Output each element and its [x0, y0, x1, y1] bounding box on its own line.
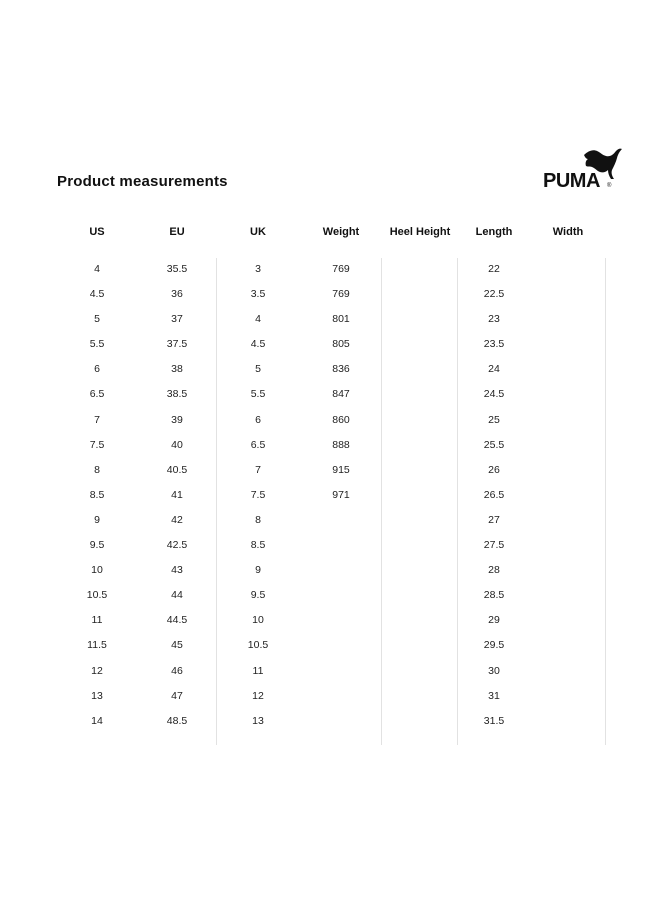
table-row: [0, 489, 660, 514]
table-row: [0, 514, 660, 539]
cell-uk: 9: [255, 564, 261, 577]
cell-eu: 38: [171, 363, 183, 376]
table-row: [0, 263, 660, 288]
table-row: [0, 715, 660, 740]
cell-us: 7.5: [89, 438, 105, 451]
cell-us: 4.5: [89, 288, 105, 301]
registered-mark: ®: [607, 183, 612, 189]
cell-eu: 45: [171, 639, 183, 652]
cell-length: 27: [488, 513, 500, 526]
table-row: [0, 564, 660, 589]
cell-us: 10.5: [86, 589, 108, 602]
cell-length: 28: [488, 564, 500, 577]
cell-eu: 37.5: [166, 338, 188, 351]
table-row: [0, 414, 660, 439]
cell-eu: 40.5: [166, 463, 188, 476]
cell-us: 7: [94, 413, 100, 426]
cell-us: 6: [94, 363, 100, 376]
cell-length: 30: [488, 664, 500, 677]
cell-length: 31: [488, 689, 500, 702]
cell-weight: 769: [332, 288, 350, 301]
page-title: Product measurements: [57, 173, 228, 190]
cell-eu: 48.5: [166, 714, 188, 727]
cell-weight: 836: [332, 363, 350, 376]
cell-weight: 847: [332, 388, 350, 401]
cell-us: 8: [94, 463, 100, 476]
cell-us: 12: [91, 664, 103, 677]
cell-length: 22: [488, 263, 500, 275]
cell-uk: 11: [252, 664, 264, 677]
cell-eu: 41: [171, 488, 183, 501]
table-row: [0, 388, 660, 413]
cell-eu: 36: [171, 288, 183, 301]
cell-uk: 6.5: [250, 438, 266, 451]
cell-uk: 7: [255, 463, 261, 476]
cell-weight: 769: [332, 263, 350, 275]
column-header-heel-height: Heel Height: [389, 226, 451, 238]
cell-eu: 37: [171, 313, 183, 326]
cell-us: 13: [91, 689, 103, 702]
cell-length: 25: [488, 413, 500, 426]
cell-weight: 860: [332, 413, 350, 426]
cell-us: 8.5: [89, 488, 105, 501]
cell-weight: 888: [332, 438, 350, 451]
cell-us: 4: [94, 263, 100, 275]
cell-weight: 801: [332, 313, 350, 326]
puma-logo: [540, 145, 626, 193]
cell-us: 10: [91, 564, 103, 577]
cell-weight: 971: [332, 488, 350, 501]
table-row: [0, 338, 660, 363]
column-header-length: Length: [475, 226, 513, 238]
cell-us: 11.5: [87, 639, 107, 652]
column-header-us: US: [89, 226, 105, 238]
cell-eu: 42: [171, 513, 183, 526]
table-header: [0, 226, 660, 244]
cell-us: 11: [91, 614, 103, 627]
cell-uk: 5.5: [250, 388, 266, 401]
cell-length: 22.5: [483, 288, 505, 301]
cell-uk: 8: [255, 513, 261, 526]
column-header-uk: UK: [250, 226, 266, 238]
cell-eu: 47: [171, 689, 183, 702]
table-row: [0, 439, 660, 464]
table-row: [0, 690, 660, 715]
cell-eu: 43: [171, 564, 183, 577]
cell-length: 23: [488, 313, 500, 326]
cell-us: 5: [94, 313, 100, 326]
cell-weight: 915: [332, 463, 350, 476]
cell-uk: 5: [255, 363, 261, 376]
column-header-weight: Weight: [322, 226, 360, 238]
cell-eu: 39: [171, 413, 183, 426]
cell-length: 25.5: [483, 438, 505, 451]
cell-uk: 10.5: [247, 639, 269, 652]
table-row: [0, 639, 660, 664]
cell-length: 23.5: [483, 338, 505, 351]
cell-uk: 8.5: [250, 539, 266, 552]
brand-wordmark: PUMA: [543, 170, 600, 192]
cell-weight: 805: [332, 338, 350, 351]
cell-length: 27.5: [483, 539, 505, 552]
cell-eu: 46: [171, 664, 183, 677]
cell-eu: 38.5: [166, 388, 188, 401]
table-row: [0, 589, 660, 614]
cell-length: 26: [488, 463, 500, 476]
table-row: [0, 313, 660, 338]
cell-length: 28.5: [483, 589, 505, 602]
cell-eu: 44: [171, 589, 183, 602]
cell-uk: 13: [252, 714, 264, 727]
cell-length: 26.5: [483, 488, 505, 501]
cell-uk: 10: [252, 614, 264, 627]
column-header-width: Width: [552, 226, 584, 238]
cell-uk: 12: [252, 689, 264, 702]
cell-eu: 42.5: [166, 539, 188, 552]
cell-us: 9.5: [89, 539, 105, 552]
cell-us: 14: [91, 714, 103, 727]
table-row: [0, 665, 660, 690]
cell-us: 6.5: [89, 388, 105, 401]
cell-length: 24.5: [483, 388, 505, 401]
table-row: [0, 539, 660, 564]
table-body: [0, 263, 660, 740]
cell-uk: 9.5: [250, 589, 266, 602]
column-header-eu: EU: [169, 226, 185, 238]
table-row: [0, 288, 660, 313]
cell-us: 9: [94, 513, 100, 526]
cell-uk: 3.5: [250, 288, 266, 301]
cell-length: 31.5: [483, 714, 505, 727]
cell-uk: 3: [255, 263, 261, 275]
cell-us: 5.5: [89, 338, 105, 351]
cell-uk: 4: [255, 313, 261, 326]
table-row: [0, 614, 660, 639]
cell-length: 24: [488, 363, 500, 376]
cell-eu: 35.5: [166, 263, 188, 275]
cell-eu: 40: [171, 438, 183, 451]
table-row: [0, 464, 660, 489]
cell-uk: 6: [255, 413, 261, 426]
cell-length: 29: [488, 614, 500, 627]
cell-uk: 7.5: [250, 488, 266, 501]
cell-eu: 44.5: [166, 614, 188, 627]
cell-length: 29.5: [483, 639, 505, 652]
table-row: [0, 363, 660, 388]
cell-uk: 4.5: [250, 338, 266, 351]
